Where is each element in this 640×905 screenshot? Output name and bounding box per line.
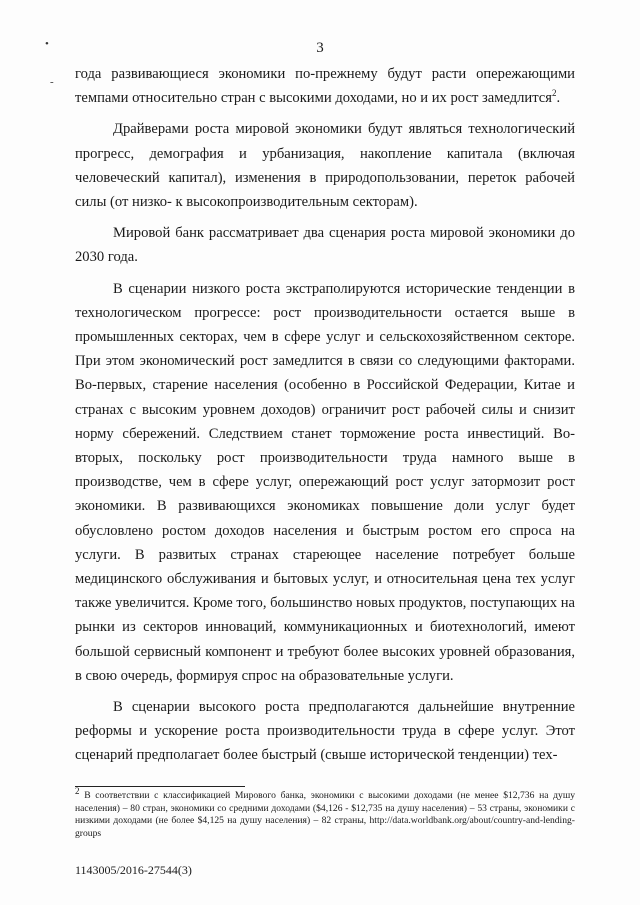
footnote-mark: 2 xyxy=(75,785,80,796)
paragraph-text: года развивающиеся экономики по-прежнему будут расти опережающими темпами относительно стран с высокими доходами, но и их рост замедлится xyxy=(75,66,575,107)
footnote-text: В соответствии с классификацией Мирового банка, экономики с высокими доходами (не менее $12,736 на душу населения) – 80 стран, экономики со средними доходами ($4,126 - $12,735 на душу населения) – 53 страны, экономики с низкими доходами (не более $4,125 на душу населения) – 82 страны, http://data.worldbank.org/about/country-and-lending-groups xyxy=(75,790,576,839)
page-number: 3 xyxy=(316,40,324,56)
footnote-ref: 2 xyxy=(552,88,557,99)
paragraph-drivers: Драйверами роста мировой экономики будут являться технологический прогресс, демография и урбанизация, накопление капитала (включая человеческий капитал), изменения в природопользовании, переток рабочей силы (от низко- к высокопроизводительным секторам). xyxy=(75,121,575,211)
document-code: 1143005/2016-27544(3) xyxy=(75,863,192,877)
footnote xyxy=(75,785,576,840)
paragraph-tail: . xyxy=(556,90,561,107)
paragraph-scenarios: Мировой банк рассматривает два сценария роста мировой экономики до 2030 года. xyxy=(75,225,575,266)
paragraph-high-growth: В сценарии высокого роста предполагаются дальнейшие внутренние реформы и ускорение роста производительности труда в сфере услуг. Этот сценарий предполагает более быстрый (свыше исторической тенденции) тех- xyxy=(75,699,575,764)
footnote-divider xyxy=(75,786,245,787)
paragraph-low-growth: В сценарии низкого роста экстраполируются исторические тенденции в технологическом прогрессе: рост производительности остается выше в промышленных секторах, чем в сфере услуг и сельскохозяйственном секторе. При этом экономический рост замедлится в связи со следующими факторами. Во-первых, старение населения (особенно в Российской Федерации, Китае и странах с высоким уровнем доходов) ограничит рост рабочей силы и снизит норму сбережений. Следствием станет торможение роста инвестиций. Во-вторых, поскольку рост производительности труда намного выше в производстве, чем в сфере услуг, опережающий рост услуг затормозит рост экономики. В развивающихся экономиках повышение доли услуг будет обусловлено ростом доходов населения и быстрым ростом его спроса на услуги. В развитых странах стареющее население потребует больше медицинского обслуживания и бытовых услуг, и относительная цена тех услуг также увеличится. Кроме того, большинство новых продуктов, поступающих на рынки из секторов инноваций, коммуникационных и биотехнологий, имеют большой сервисный компонент и требуют более высоких уровней образования, в свою очередь, формируя спрос на образовательные услуги. xyxy=(75,280,575,684)
paragraph-continuation xyxy=(75,62,575,110)
body-text xyxy=(75,62,575,775)
margin-dash-mark: - xyxy=(50,76,54,88)
margin-dot-mark: • xyxy=(45,38,49,50)
